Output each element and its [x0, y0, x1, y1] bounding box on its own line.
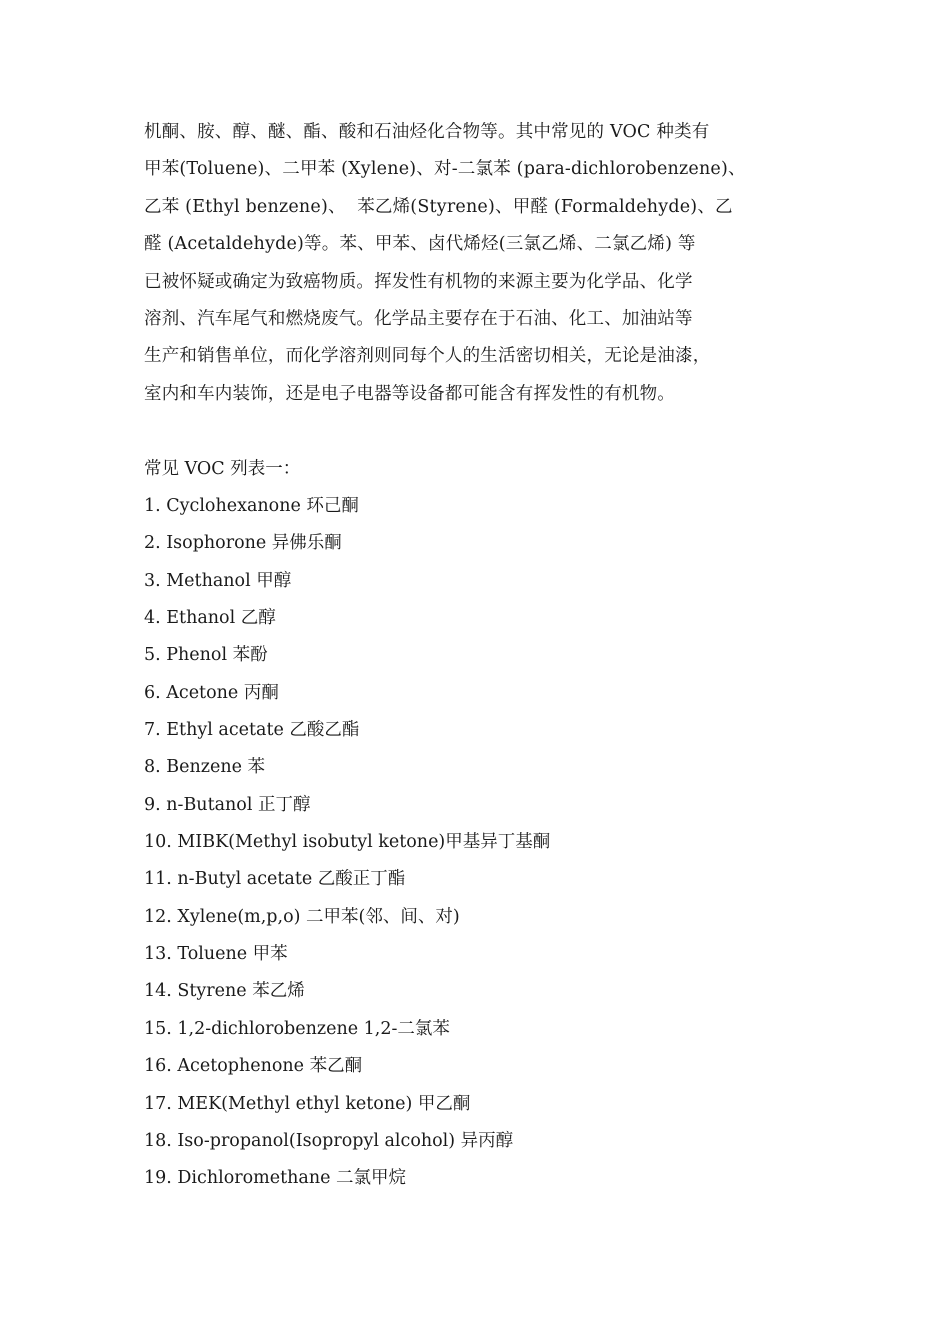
list-item: 1. Cyclohexanone 环己酮	[144, 496, 359, 516]
paragraph-line: 溶剂、汽车尾气和燃烧废气。化学品主要存在于石油、化工、加油站等	[144, 308, 693, 329]
list-item: 16. Acetophenone 苯乙酮	[144, 1056, 363, 1077]
list-item: 2. Isophorone 异佛乐酮	[144, 533, 342, 554]
list-item: 9. n-Butanol 正丁醇	[144, 794, 311, 815]
list-item: 15. 1,2-dichlorobenzene 1,2-二氯苯	[144, 1018, 450, 1039]
voc-list-heading: 常见 VOC 列表一：	[144, 459, 301, 479]
list-item: 19. Dichloromethane 二氯甲烷	[144, 1168, 407, 1189]
intro-paragraph	[144, 114, 834, 413]
paragraph-line: 机酮、胺、醇、醚、酯、酸和石油烃化合物等。其中常见的 VOC 种类有	[144, 122, 710, 142]
list-item: 18. Iso-propanol(Isopropyl alcohol) 异丙醇	[144, 1130, 514, 1151]
list-item: 3. Methanol 甲醇	[144, 570, 292, 591]
list-item: 8. Benzene 苯	[144, 757, 266, 778]
list-item: 17. MEK(Methyl ethyl ketone) 甲乙酮	[144, 1093, 471, 1114]
paragraph-line: 乙苯 (Ethyl benzene)、 苯乙烯(Styrene)、甲醛 (Formaldehyde)、乙	[144, 196, 733, 217]
paragraph-line: 甲苯(Toluene)、二甲苯 (Xylene)、对-二氯苯 (para-dichlorobenzene)、	[144, 159, 746, 180]
paragraph-line: 已被怀疑或确定为致癌物质。挥发性有机物的来源主要为化学品、化学	[144, 271, 693, 292]
list-item: 12. Xylene(m,p,o) 二甲苯(邻、间、对)	[144, 906, 460, 927]
list-item: 6. Acetone 丙酮	[144, 682, 279, 703]
paragraph-line: 生产和销售单位，而化学溶剂则同每个人的生活密切相关，无论是油漆，	[144, 346, 711, 367]
list-item: 5. Phenol 苯酚	[144, 645, 268, 666]
list-item: 7. Ethyl acetate 乙酸乙酯	[144, 720, 360, 741]
list-item: 14. Styrene 苯乙烯	[144, 981, 305, 1002]
paragraph-line: 醛 (Acetaldehyde)等。苯、甲苯、卤代烯烃(三氯乙烯、二氯乙烯) 等	[144, 234, 696, 255]
list-item: 13. Toluene 甲苯	[144, 944, 288, 965]
paragraph-line: 室内和车内装饰，还是电子电器等设备都可能含有挥发性的有机物。	[144, 383, 675, 404]
list-item: 10. MIBK(Methyl isobutyl ketone)甲基异丁基酮	[144, 832, 551, 853]
list-item: 4. Ethanol 乙醇	[144, 608, 276, 629]
list-item: 11. n-Butyl acetate 乙酸正丁酯	[144, 869, 406, 890]
voc-list	[144, 488, 550, 1198]
